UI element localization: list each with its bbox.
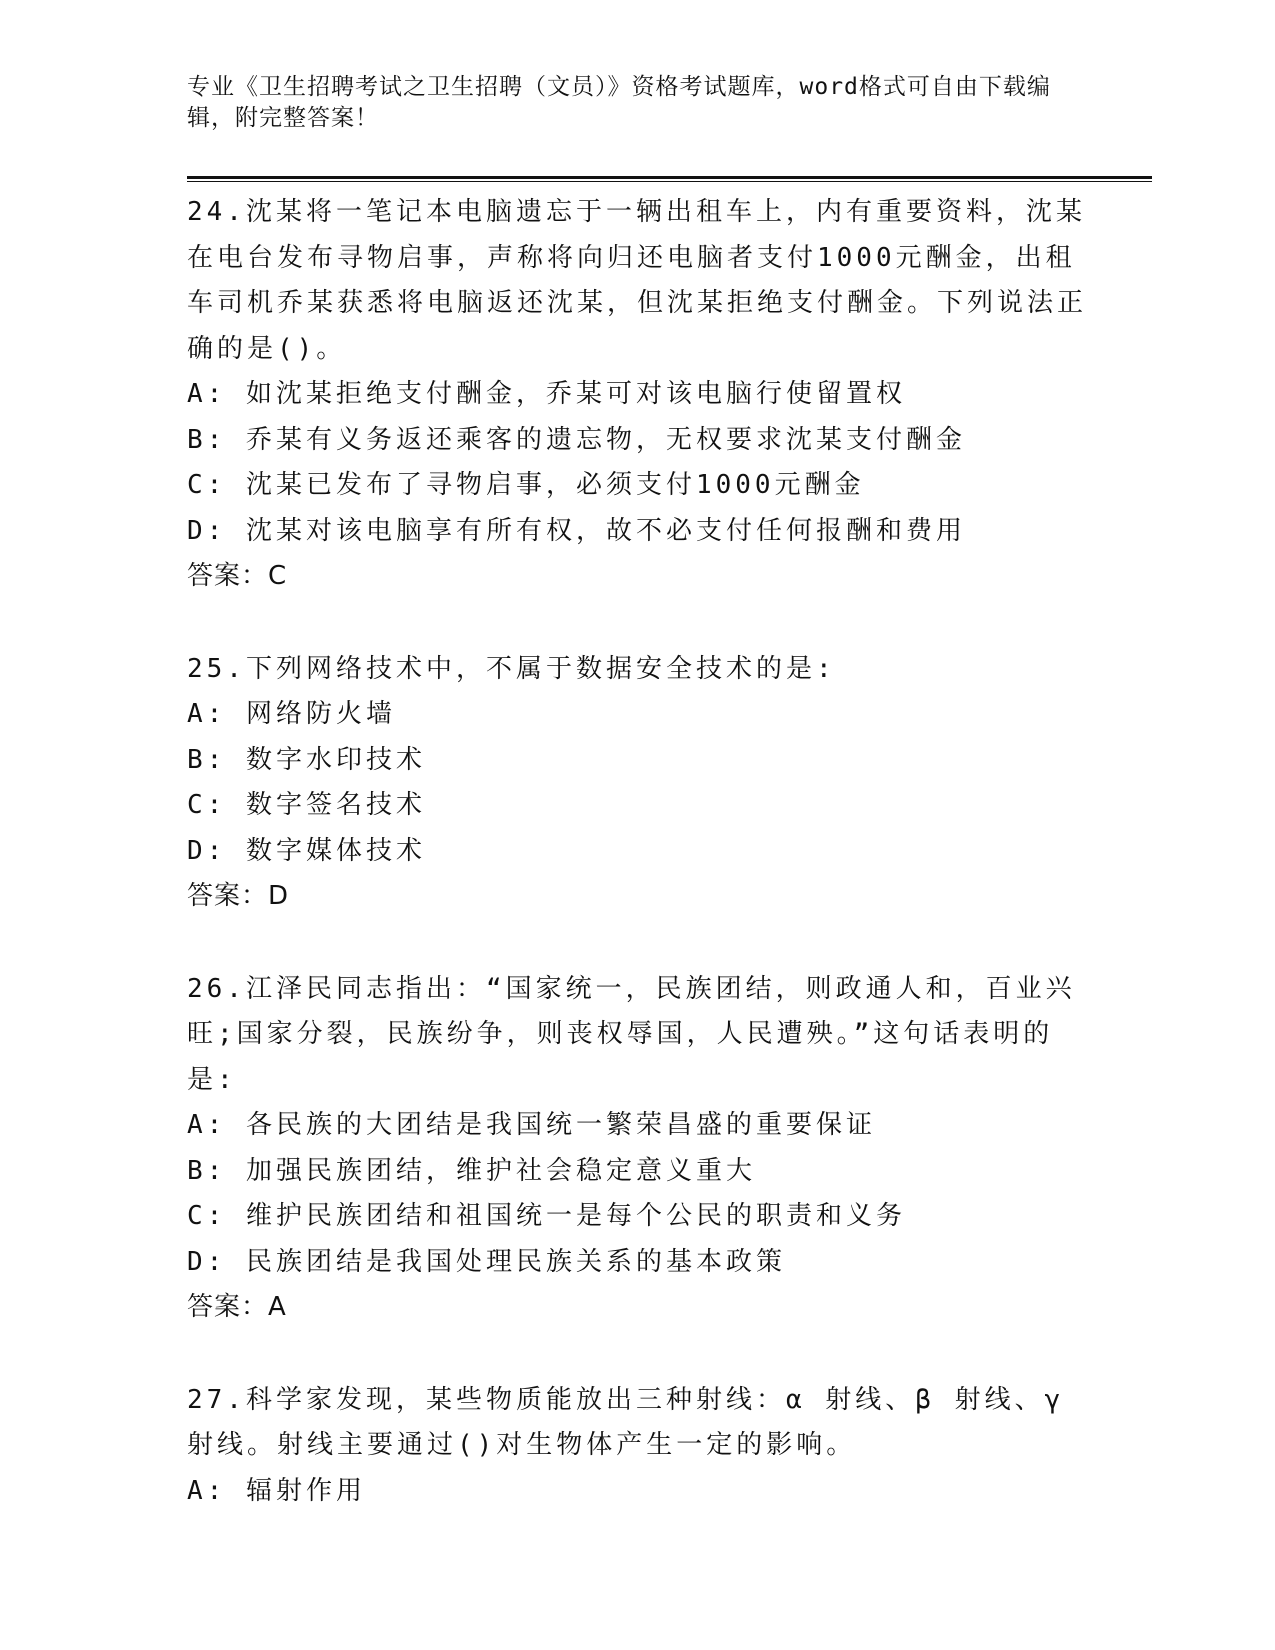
question-27 (187, 1378, 1087, 1515)
header-rule-thin (187, 181, 1152, 182)
option-c: C: 维护民族团结和祖国统一是每个公民的职责和义务 (187, 1201, 906, 1231)
answer: 答案：C (187, 561, 288, 591)
option-a: A: 各民族的大团结是我国统一繁荣昌盛的重要保证 (187, 1110, 876, 1140)
option-a: A: 网络防火墙 (187, 699, 396, 729)
option-a: A: 如沈某拒绝支付酬金，乔某可对该电脑行使留置权 (187, 379, 906, 409)
question-24 (187, 190, 1087, 600)
option-b: B: 乔某有义务返还乘客的遗忘物，无权要求沈某支付酬金 (187, 424, 966, 455)
option-a: A: 辐射作用 (187, 1475, 366, 1506)
option-d: D: 民族团结是我国处理民族关系的基本政策 (187, 1246, 786, 1277)
header-rule-thick (187, 176, 1152, 179)
option-d: D: 数字媒体技术 (187, 835, 426, 866)
option-b: B: 加强民族团结，维护社会稳定意义重大 (187, 1155, 756, 1186)
answer: 答案：A (187, 1292, 287, 1322)
option-c: C: 沈某已发布了寻物启事，必须支付1000元酬金 (187, 470, 865, 500)
question-stem: 24.沈某将一笔记本电脑遗忘于一辆出租车上，内有重要资料，沈某在电台发布寻物启事，声称将向归还电脑者支付1000元酬金，出租车司机乔某获悉将电脑返还沈某，但沈某拒绝支付酬金。下列说法正确的是()。 (187, 197, 1088, 364)
question-25 (187, 647, 1087, 920)
option-c: C: 数字签名技术 (187, 790, 426, 820)
question-stem: 27.科学家发现，某些物质能放出三种射线：α 射线、β 射线、γ 射线。射线主要通过()对生物体产生一定的影响。 (187, 1384, 1065, 1460)
answer: 答案：D (187, 881, 290, 911)
question-stem: 26.江泽民同志指出：“国家统一，民族团结，则政通人和，百业兴旺;国家分裂，民族纷争，则丧权辱国，人民遭殃。”这句话表明的是: (187, 973, 1076, 1095)
question-26 (187, 967, 1087, 1331)
option-b: B: 数字水印技术 (187, 744, 426, 775)
option-d: D: 沈某对该电脑享有所有权，故不必支付任何报酬和费用 (187, 515, 966, 546)
question-list (187, 190, 1087, 1561)
document-header: 专业《卫生招聘考试之卫生招聘（文员）》资格考试题库，word格式可自由下载编辑，附完整答案！ (187, 74, 1051, 131)
question-stem: 25.下列网络技术中，不属于数据安全技术的是: (187, 653, 836, 684)
